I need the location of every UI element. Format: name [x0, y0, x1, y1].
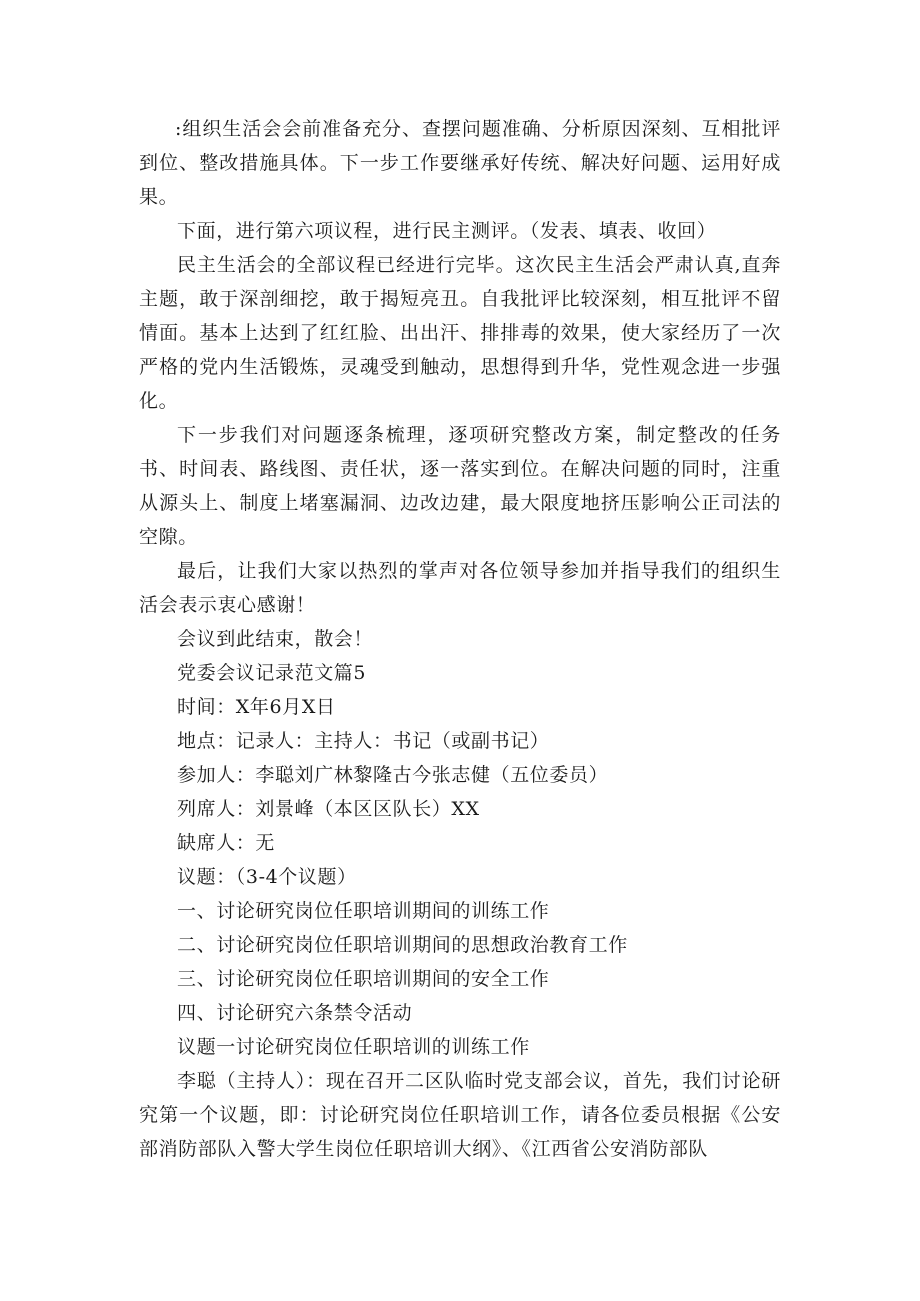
paragraph-thanks: 最后，让我们大家以热烈的掌声对各位领导参加并指导我们的组织生活会表示衷心感谢！ [139, 560, 781, 616]
paragraph-opening-summary: :组织生活会会前准备充分、查摆问题准确、分析原因深刻、互相批评到位、整改措施具体。下一步工作要继承好传统、解决好问题、运用好成果。 [139, 118, 781, 208]
topic-item-3: 三、讨论研究岗位任职培训期间的安全工作 [177, 968, 550, 990]
topic-item-2: 二、讨论研究岗位任职培训期间的思想政治教育工作 [177, 934, 628, 956]
paragraph-meeting-review: 民主生活会的全部议程已经进行完毕。这次民主生活会严肃认真,直奔主题，敢于深剖细挖，敢于揭短亮丑。自我批评比较深刻，相互批评不留情面。基本上达到了红红脸、出出汗、排排毒的效果，使大家经历了一次严格的党内生活锻炼，灵魂受到触动，思想得到升华，党性观念进一步强化。 [139, 254, 781, 412]
document-body [139, 112, 781, 1166]
meeting-attendees: 参加人：李聪刘广林黎隆古今张志健（五位委员） [177, 764, 609, 786]
paragraph-adjourn: 会议到此结束，散会！ [177, 628, 374, 650]
paragraph-next-steps: 下一步我们对问题逐条梳理，逐项研究整改方案，制定整改的任务书、时间表、路线图、责任状，逐一落实到位。在解决问题的同时，注重从源头上、制度上堵塞漏洞、边改边建，最大限度地挤压影响公正司法的空隙。 [139, 424, 781, 548]
meeting-location: 地点：记录人：主持人：书记（或副书记） [177, 730, 550, 752]
topic-one-heading: 议题一讨论研究岗位任职培训的训练工作 [177, 1036, 530, 1058]
topic-item-4: 四、讨论研究六条禁令活动 [177, 1002, 413, 1024]
topic-item-1: 一、讨论研究岗位任职培训期间的训练工作 [177, 900, 550, 922]
meeting-observers: 列席人：刘景峰（本区区队长）XX [177, 798, 480, 820]
meeting-topics-heading: 议题：（3-4个议题） [177, 866, 357, 888]
paragraph-host-statement: 李聪（主持人）：现在召开二区队临时党支部会议，首先，我们讨论研究第一个议题，即：讨论研究岗位任职培训工作，请各位委员根据《公安部消防部队入警大学生岗位任职培训大纲》、《江西省公安消防部队 [139, 1070, 781, 1160]
meeting-absentees: 缺席人：无 [177, 832, 276, 854]
section-title: 党委会议记录范文篇5 [177, 662, 367, 684]
paragraph-agenda-six: 下面，进行第六项议程，进行民主测评。（发表、填表、收回） [177, 220, 717, 242]
meeting-time: 时间：X年6月X日 [177, 696, 336, 718]
